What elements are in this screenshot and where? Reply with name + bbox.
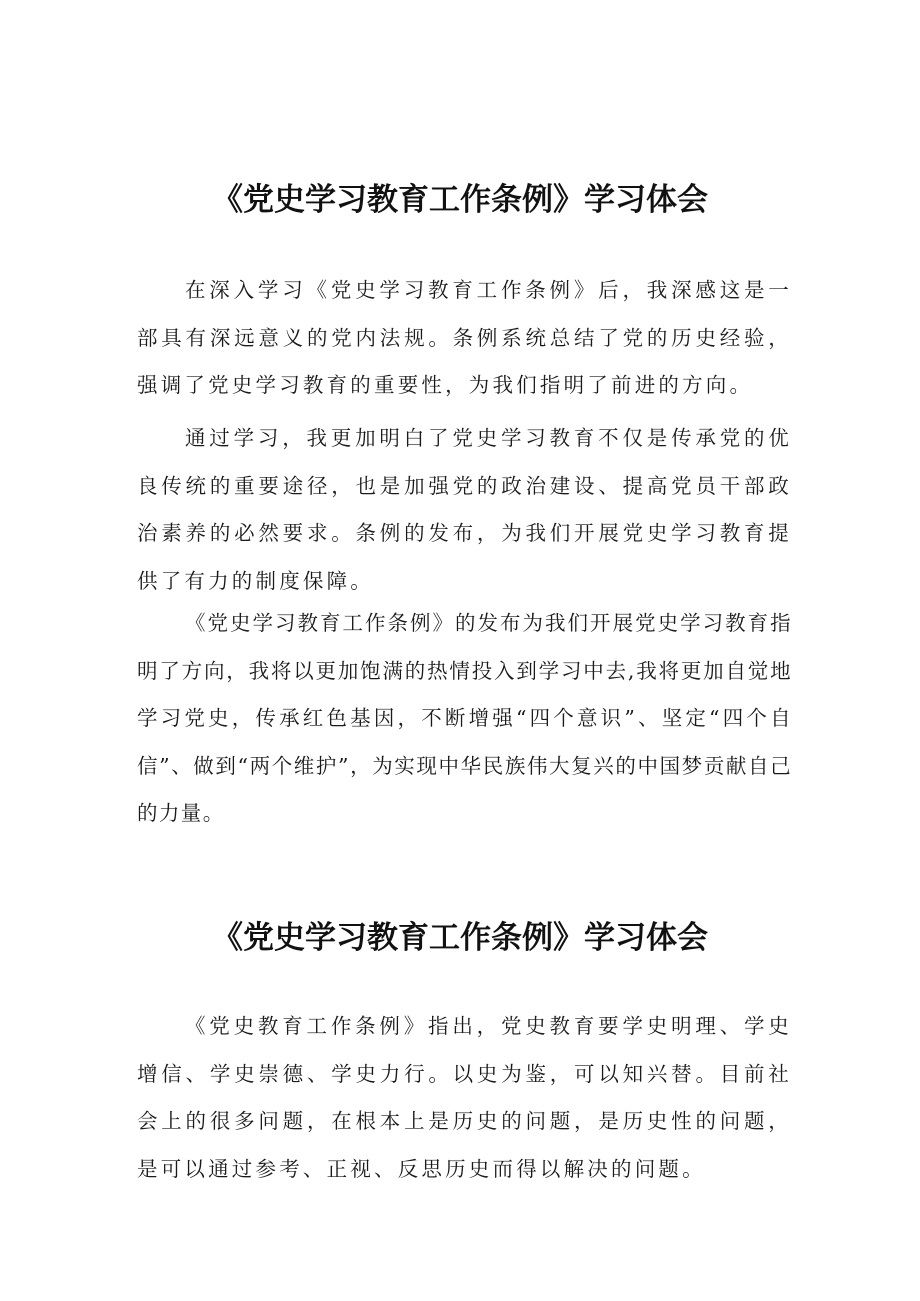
section-1-title: 《党史学习教育工作条例》学习体会 — [212, 182, 708, 218]
section-1-paragraph-2: 通过学习，我更加明白了党史学习教育不仅是传承党的优良传统的重要途径，也是加强党的政治建设、提高党员干部政治素养的必然要求。条例的发布，为我们开展党史学习教育提供了有力的制度保障。 — [137, 426, 792, 593]
section-1-paragraph-3: 《党史学习教育工作条例》的发布为我们开展党史学习教育指明了方向，我将以更加饱满的热情投入到学习中去,我将更加自觉地学习党史，传承红色基因，不断增强“四个意识”、坚定“四个自信”、做到“两个维护”，为实现中华民族伟大复兴的中国梦贡献自己的力量。 — [137, 611, 792, 825]
section-1-paragraph-1: 在深入学习《党史学习教育工作条例》后，我深感这是一部具有深远意义的党内法规。条例系统总结了党的历史经验，强调了党史学习教育的重要性，为我们指明了前进的方向。 — [137, 278, 792, 397]
section-2-title: 《党史学习教育工作条例》学习体会 — [212, 920, 708, 956]
section-2-paragraph-1: 《党史教育工作条例》指出，党史教育要学史明理、学史增信、学史崇德、学史力行。以史为鉴，可以知兴替。目前社会上的很多问题，在根本上是历史的问题，是历史性的问题，是可以通过参考、正视、反思历史而得以解决的问题。 — [137, 1014, 792, 1181]
